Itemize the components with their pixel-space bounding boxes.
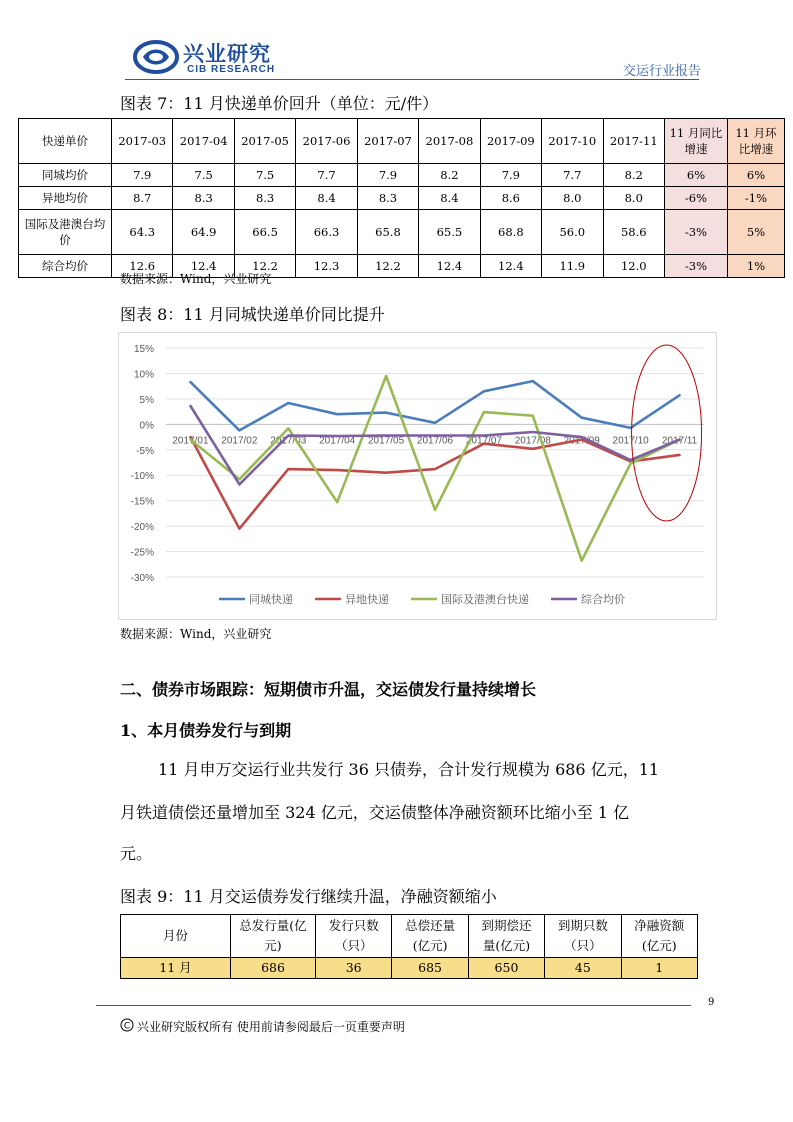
table-cell: 56.0	[542, 210, 603, 255]
header-text: 总偿还量	[405, 918, 456, 933]
header-text: 月份	[162, 928, 188, 943]
fig7-title: 图表 7：11 月快递单价回升（单位：元/件）	[120, 94, 439, 113]
table-header-cell: 2017-03	[112, 119, 173, 164]
page-number: 9	[708, 997, 715, 1008]
logo-text-cn: 兴业研究	[183, 42, 271, 66]
x-tick-label: 2017/05	[368, 435, 405, 447]
table-cell: 12.3	[296, 255, 357, 278]
table-cell: 685	[392, 958, 468, 979]
x-tick-label: 2017/02	[221, 435, 258, 447]
table-cell: 7.7	[542, 164, 603, 187]
table-cell: 64.3	[112, 210, 173, 255]
x-tick-label: 2017/01	[172, 435, 209, 447]
fig8-source: 数据来源：Wind，兴业研究	[120, 627, 272, 641]
table-cell: 8.4	[296, 187, 357, 210]
header-text: (亿元)	[641, 938, 677, 953]
yoy-cell: -3%	[665, 210, 728, 255]
x-tick-label: 2017/06	[416, 435, 454, 447]
table-cell: 1	[621, 958, 697, 979]
table-cell: 11.9	[542, 255, 603, 278]
header-text: 净融资额	[634, 918, 685, 933]
table-cell: 12.4	[173, 255, 234, 278]
x-tick-label: 2017/08	[514, 435, 551, 447]
fig9-title: 图表 9：11 月交运债券发行继续升温，净融资额缩小	[120, 887, 497, 906]
table-header-cell: 2017-07	[357, 119, 418, 164]
header-text: 到期只数	[557, 918, 608, 933]
table-cell: 8.0	[603, 187, 665, 210]
fig8-title: 图表 8：11 月同城快递单价同比提升	[120, 305, 385, 324]
x-tick-label: 2017/07	[465, 435, 502, 447]
header-text: 发行只数	[328, 918, 379, 933]
table-header-cell	[316, 915, 392, 958]
paragraph-line: 11 月申万交运行业共发行 36 只债券，合计发行规模为 686 亿元，11	[158, 760, 660, 779]
table-cell: 64.9	[173, 210, 234, 255]
y-tick-label: 15%	[133, 344, 154, 355]
row-label: 综合均价	[19, 255, 112, 278]
table-header-row	[121, 915, 698, 958]
legend-label: 综合均价	[581, 593, 625, 606]
header-text: （只）	[564, 938, 602, 953]
legend-label: 异地快递	[345, 593, 389, 606]
table-cell: 12.2	[234, 255, 295, 278]
table-cell: 8.3	[173, 187, 234, 210]
mom-cell: 1%	[728, 255, 785, 278]
table-cell: 8.7	[112, 187, 173, 210]
mom-cell: -1%	[728, 187, 785, 210]
legend-label: 国际及港澳台快递	[441, 593, 529, 606]
table-header-cell	[468, 915, 544, 958]
header-text: （只）	[334, 938, 373, 953]
table-header-cell: 2017-05	[234, 119, 295, 164]
table-row	[121, 958, 698, 979]
table-cell: 66.5	[234, 210, 295, 255]
mom-cell: 6%	[728, 164, 785, 187]
header-text: 总发行量(亿	[239, 918, 307, 933]
table-header-cell	[545, 915, 621, 958]
series-line	[191, 381, 680, 430]
table-header-cell	[121, 915, 231, 958]
highlight-ellipse	[632, 345, 702, 521]
table-header-row	[19, 119, 785, 164]
table-cell: 8.3	[234, 187, 295, 210]
copyright-text: 兴业研究版权所有 使用前请参阅最后一页重要声明	[137, 1020, 405, 1034]
table-cell: 8.2	[603, 164, 665, 187]
y-tick-label: -10%	[130, 471, 154, 483]
table-cell: 686	[231, 958, 316, 979]
table-header-cell: 11 月环比增速	[728, 119, 785, 164]
table-header-cell: 2017-10	[542, 119, 603, 164]
table-cell: 7.7	[296, 164, 357, 187]
table-cell: 11 月	[121, 958, 231, 979]
fig7-source: 数据来源：Wind，兴业研究	[120, 272, 272, 286]
x-tick-label: 2017/03	[270, 435, 307, 447]
logo-text-en: CIB RESEARCH	[187, 64, 276, 75]
mom-cell: 5%	[728, 210, 785, 255]
table-header-cell: 11 月同比增速	[665, 119, 728, 164]
table-cell: 8.0	[542, 187, 603, 210]
table-cell: 58.6	[603, 210, 665, 255]
cib-logo-icon	[133, 39, 179, 75]
copyright-icon	[120, 1018, 134, 1032]
table-header-cell: 2017-04	[173, 119, 234, 164]
yoy-cell: -6%	[665, 187, 728, 210]
table-cell: 8.6	[480, 187, 541, 210]
header-text: 元)	[264, 938, 282, 953]
subsection-heading: 1、本月债券发行与到期	[120, 721, 292, 740]
y-tick-label: 10%	[133, 369, 154, 381]
x-tick-label: 2017/09	[563, 435, 600, 447]
fig7-table	[18, 118, 785, 278]
header-divider	[125, 79, 699, 80]
row-label: 异地均价	[19, 187, 112, 210]
table-cell: 12.2	[357, 255, 418, 278]
section-heading: 二、债券市场跟踪：短期债市升温，交运债发行量持续增长	[120, 680, 537, 699]
x-tick-label: 2017/04	[319, 435, 356, 447]
table-header-cell: 2017-11	[603, 119, 665, 164]
table-row	[19, 210, 785, 255]
table-cell: 12.4	[480, 255, 541, 278]
y-tick-label: -30%	[130, 573, 154, 584]
header-text: 量(亿元)	[482, 938, 531, 953]
table-cell: 650	[468, 958, 544, 979]
yoy-cell: -3%	[665, 255, 728, 278]
footer-divider	[96, 1005, 691, 1006]
table-header-cell: 2017-09	[480, 119, 541, 164]
table-cell: 8.2	[419, 164, 480, 187]
table-cell: 7.9	[480, 164, 541, 187]
table-cell: 12.4	[419, 255, 480, 278]
table-header-cell: 2017-06	[296, 119, 357, 164]
table-cell: 8.3	[357, 187, 418, 210]
table-cell: 65.8	[357, 210, 418, 255]
table-cell: 12.6	[112, 255, 173, 278]
table-cell: 7.5	[173, 164, 234, 187]
y-tick-label: 0%	[139, 420, 154, 432]
table-cell: 45	[545, 958, 621, 979]
y-tick-label: -5%	[136, 445, 154, 457]
row-label: 同城均价	[19, 164, 112, 187]
table-cell: 65.5	[419, 210, 480, 255]
header-text: (亿元)	[412, 938, 448, 953]
y-tick-label: -20%	[130, 522, 154, 534]
line-chart	[119, 333, 716, 619]
x-tick-label: 2017/11	[661, 435, 698, 447]
table-header-cell: 2017-08	[419, 119, 480, 164]
x-tick-label: 2017/10	[612, 435, 649, 447]
paragraph-line: 月铁道债偿还量增加至 324 亿元，交运债整体净融资额环比缩小至 1 亿	[120, 803, 630, 822]
svg-text:C: C	[123, 1021, 131, 1032]
table-header-cell	[621, 915, 697, 958]
table-cell: 7.9	[112, 164, 173, 187]
report-type: 交运行业报告	[622, 64, 701, 79]
table-cell: 12.0	[603, 255, 665, 278]
y-tick-label: -25%	[130, 547, 154, 559]
table-header-cell	[231, 915, 316, 958]
y-tick-label: -15%	[130, 496, 154, 508]
row-label: 国际及港澳台均价	[19, 210, 112, 255]
table-cell: 7.9	[357, 164, 418, 187]
table-header-cell: 快递单价	[19, 119, 112, 164]
fig9-table	[120, 914, 698, 979]
table-header-cell	[392, 915, 468, 958]
legend-label: 同城快递	[249, 593, 293, 606]
table-row	[19, 164, 785, 187]
yoy-cell: 6%	[665, 164, 728, 187]
paragraph-line: 元。	[120, 844, 153, 863]
table-cell: 66.3	[296, 210, 357, 255]
table-cell: 8.4	[419, 187, 480, 210]
table-row	[19, 187, 785, 210]
table-cell: 36	[316, 958, 392, 979]
table-cell: 7.5	[234, 164, 295, 187]
table-cell: 68.8	[480, 210, 541, 255]
y-tick-label: 5%	[139, 394, 154, 406]
chart-frame	[118, 332, 717, 620]
header-text: 到期偿还	[481, 918, 532, 933]
